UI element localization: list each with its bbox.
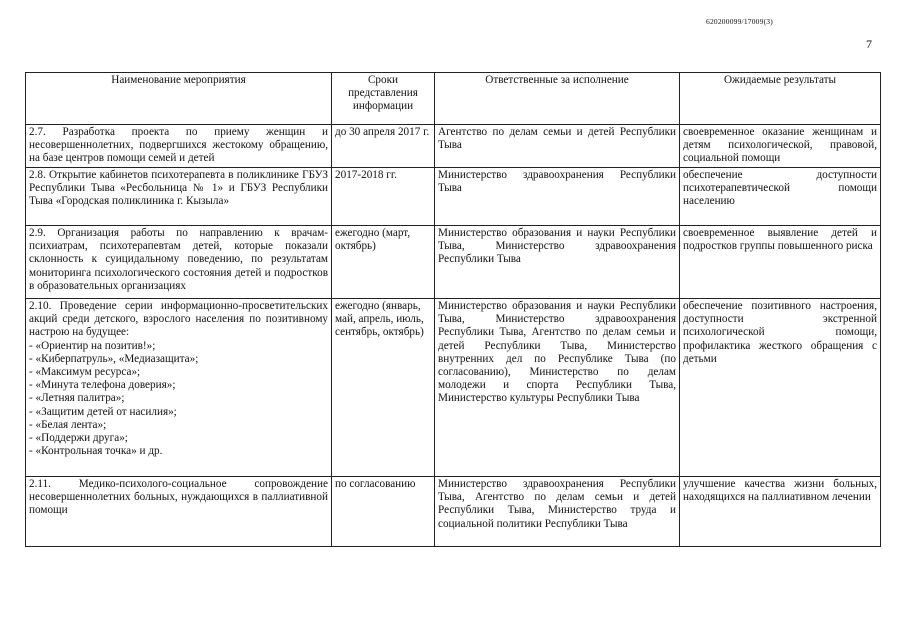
event-responsible: Министерство здравоохранения Республики Тыва, Агентство по делам семьи и детей Республики Тыва, Министерство труда и социальной политики Республики Тыва	[435, 477, 680, 547]
campaign-item: - «Минута телефона доверия»;	[29, 379, 176, 392]
events-table	[25, 72, 881, 547]
event-responsible: Министерство образования и науки Республики Тыва, Министерство здравоохранения Республики Тыва, Агентство по делам семьи и детей Республики Тыва, Министерство внутренних дел по Республике Тыва (по согласованию), Министерство по делам молодежи и спорта Республики Тыва, Министерство культуры Республики Тыва	[435, 299, 680, 477]
campaign-item: - «Защитим детей от насилия»;	[29, 405, 177, 418]
header-event-name: Наименование мероприятия	[26, 73, 332, 125]
event-name: 2.7. Разработка проекта по приему женщин и несовершеннолетних, подвергшихся жестокому обращению, на базе центров помощи семей и детей	[26, 125, 332, 168]
campaign-item: - «Максимум ресурса»;	[29, 366, 141, 379]
event-result: улучшение качества жизни больных, находящихся на паллиативном лечении	[680, 477, 881, 547]
table-row	[26, 299, 881, 477]
campaign-item: - «Поддержи друга»;	[29, 432, 128, 445]
campaign-item: - «Киберпатруль», «Медиазащита»;	[29, 352, 199, 365]
event-result: своевременное оказание женщинам и детям психологической, правовой, социальной помощи	[680, 125, 881, 168]
event-term: ежегодно (январь, май, апрель, июль, сентябрь, октябрь)	[332, 299, 435, 477]
event-name: 2.9. Организация работы по направлению к врачам-психиатрам, психотерапевтам детей, которые показали склонность к суицидальному поведению, по результатам мониторинга психологического состояния детей и подростков в образовательных организациях	[26, 226, 332, 299]
event-result: обеспечение позитивного настроения, доступности экстренной психологической помощи, профилактика жесткого обращения с детьми	[680, 299, 881, 477]
page-number: 7	[866, 37, 872, 51]
event-result: обеспечение доступности психотерапевтической помощи населению	[680, 168, 881, 226]
campaign-item: - «Ориентир на позитив!»;	[29, 339, 156, 352]
table-row	[26, 168, 881, 226]
table-row	[26, 125, 881, 168]
table-row	[26, 226, 881, 299]
event-responsible: Агентство по делам семьи и детей Республики Тыва	[435, 125, 680, 168]
table-header-row	[26, 73, 881, 125]
event-term: по согласованию	[332, 477, 435, 547]
event-name	[26, 299, 332, 477]
table-row	[26, 477, 881, 547]
event-term: ежегодно (март, октябрь)	[332, 226, 435, 299]
event-name: 2.11. Медико-психолого-социальное сопровождение несовершеннолетних больных, нуждающихся в паллиативной помощи	[26, 477, 332, 547]
campaign-item: - «Белая лента»;	[29, 418, 107, 431]
event-term: до 30 апреля 2017 г.	[332, 125, 435, 168]
header-results: Ожидаемые результаты	[680, 73, 881, 125]
event-name-text: 2.10. Проведение серии информационно-просветительских акций среди детского, взрослого населения по позитивному настрою на будущее:	[29, 300, 328, 339]
event-result: своевременное выявление детей и подростков группы повышенного риска	[680, 226, 881, 299]
event-term: 2017-2018 гг.	[332, 168, 435, 226]
event-responsible: Министерство образования и науки Республики Тыва, Министерство здравоохранения Республики Тыва	[435, 226, 680, 299]
event-name: 2.8. Открытие кабинетов психотерапевта в поликлинике ГБУЗ Республики Тыва «Ресбольница № 1» и ГБУЗ Республики Тыва «Городская поликлиника г. Кызыла»	[26, 168, 332, 226]
header-responsible: Ответственные за исполнение	[435, 73, 680, 125]
document-id: 620200099/17009(3)	[706, 17, 773, 26]
header-deadline: Сроки представления информации	[332, 73, 435, 125]
campaign-item: - «Контрольная точка» и др.	[29, 445, 163, 458]
event-responsible: Министерство здравоохранения Республики Тыва	[435, 168, 680, 226]
campaign-item: - «Летняя палитра»;	[29, 392, 125, 405]
